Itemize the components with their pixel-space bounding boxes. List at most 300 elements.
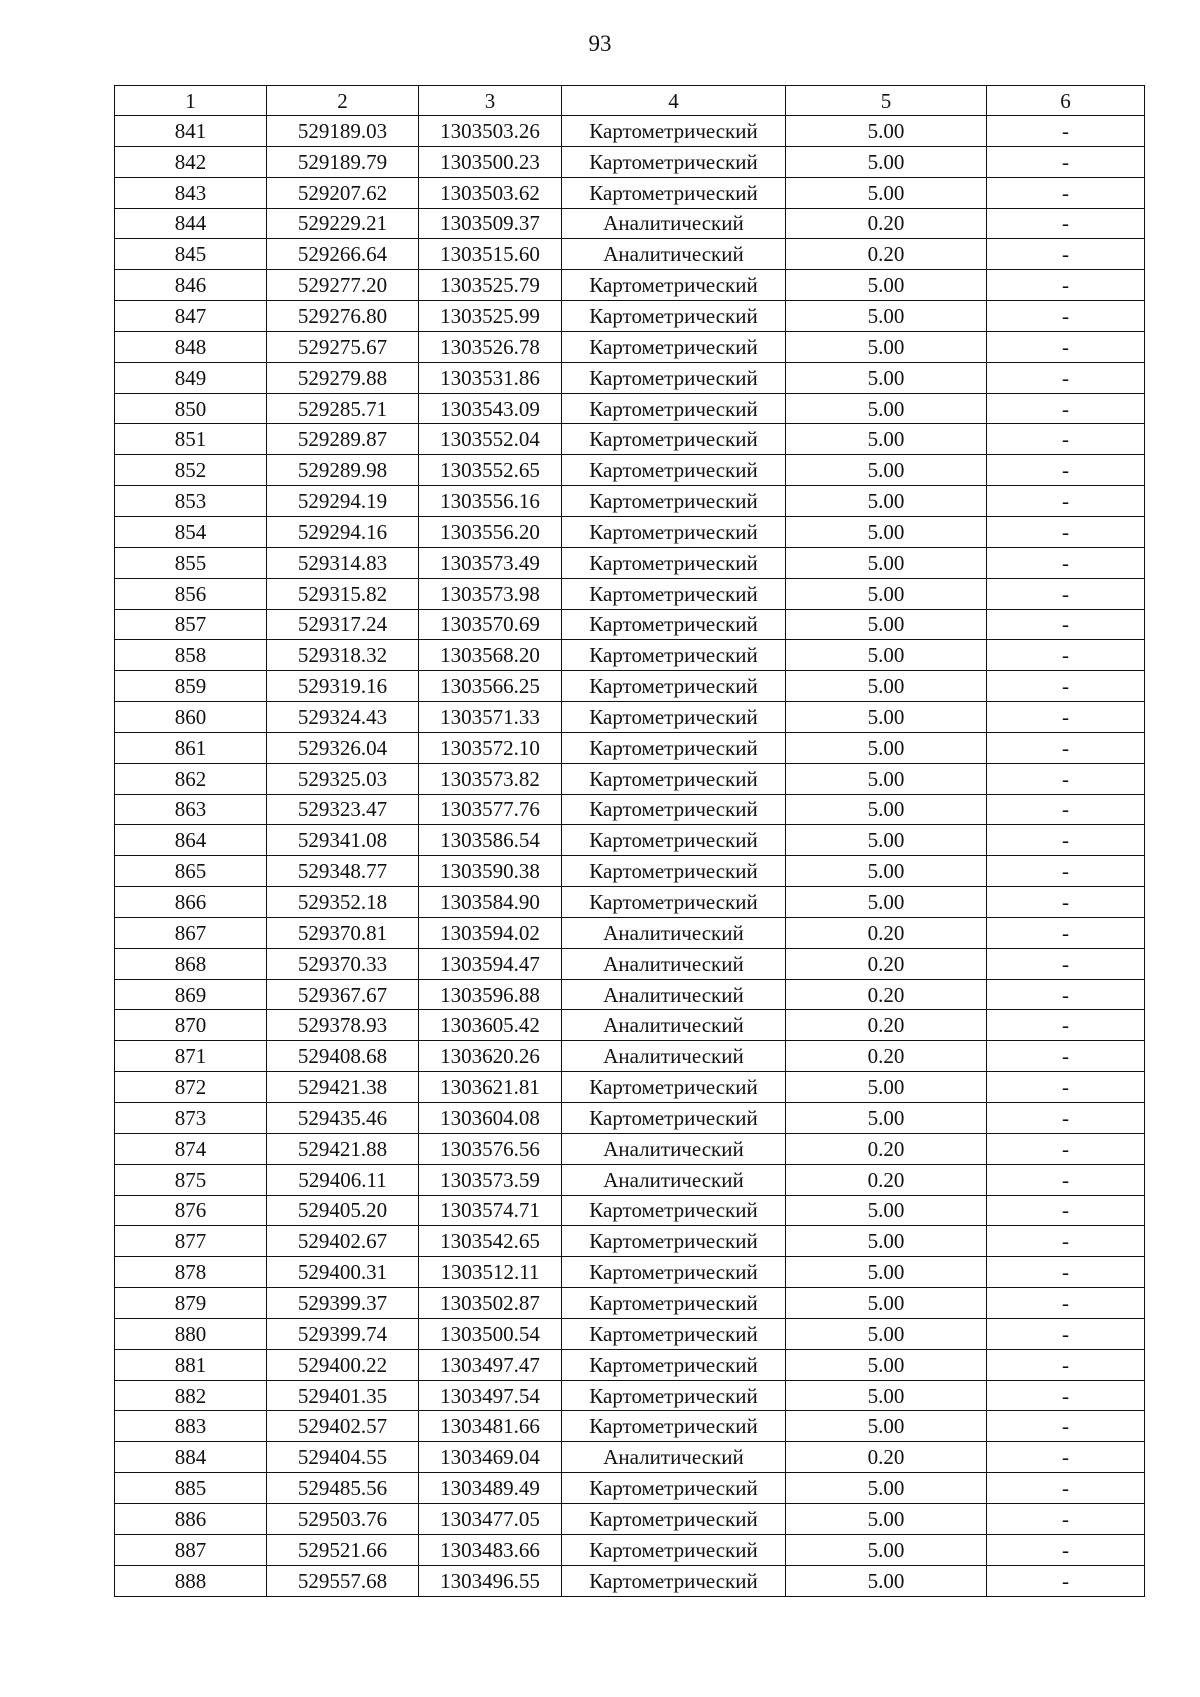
table-row [115, 887, 1145, 918]
method-cell: Картометрический [562, 1565, 786, 1596]
column-header: 2 [267, 86, 419, 116]
y-coordinate-cell: 1303497.54 [419, 1380, 562, 1411]
method-cell: Картометрический [562, 177, 786, 208]
method-cell: Картометрический [562, 640, 786, 671]
note-cell: - [987, 1195, 1145, 1226]
table-row [115, 1411, 1145, 1442]
y-coordinate-cell: 1303556.20 [419, 516, 562, 547]
point-number-cell: 884 [115, 1442, 267, 1473]
table-row [115, 239, 1145, 270]
note-cell: - [987, 979, 1145, 1010]
x-coordinate-cell: 529289.87 [267, 424, 419, 455]
table-row [115, 1226, 1145, 1257]
note-cell: - [987, 1411, 1145, 1442]
note-cell: - [987, 887, 1145, 918]
accuracy-cell: 5.00 [786, 763, 987, 794]
method-cell: Картометрический [562, 671, 786, 702]
method-cell: Картометрический [562, 270, 786, 301]
x-coordinate-cell: 529352.18 [267, 887, 419, 918]
table-row [115, 1164, 1145, 1195]
table-row [115, 1072, 1145, 1103]
note-cell: - [987, 948, 1145, 979]
method-cell: Картометрический [562, 146, 786, 177]
accuracy-cell: 5.00 [786, 547, 987, 578]
method-cell: Картометрический [562, 1411, 786, 1442]
x-coordinate-cell: 529319.16 [267, 671, 419, 702]
note-cell: - [987, 1473, 1145, 1504]
table-row [115, 1503, 1145, 1534]
table-row [115, 1195, 1145, 1226]
accuracy-cell: 0.20 [786, 208, 987, 239]
point-number-cell: 875 [115, 1164, 267, 1195]
method-cell: Картометрический [562, 609, 786, 640]
y-coordinate-cell: 1303526.78 [419, 331, 562, 362]
accuracy-cell: 5.00 [786, 887, 987, 918]
x-coordinate-cell: 529370.81 [267, 917, 419, 948]
x-coordinate-cell: 529401.35 [267, 1380, 419, 1411]
method-cell: Аналитический [562, 1010, 786, 1041]
accuracy-cell: 5.00 [786, 1503, 987, 1534]
table-row [115, 979, 1145, 1010]
note-cell: - [987, 1288, 1145, 1319]
y-coordinate-cell: 1303573.82 [419, 763, 562, 794]
x-coordinate-cell: 529207.62 [267, 177, 419, 208]
table-row [115, 116, 1145, 147]
x-coordinate-cell: 529324.43 [267, 702, 419, 733]
y-coordinate-cell: 1303568.20 [419, 640, 562, 671]
method-cell: Картометрический [562, 116, 786, 147]
table-row [115, 1133, 1145, 1164]
table-row [115, 1010, 1145, 1041]
y-coordinate-cell: 1303620.26 [419, 1041, 562, 1072]
note-cell: - [987, 702, 1145, 733]
y-coordinate-cell: 1303469.04 [419, 1442, 562, 1473]
y-coordinate-cell: 1303594.47 [419, 948, 562, 979]
x-coordinate-cell: 529400.31 [267, 1257, 419, 1288]
point-number-cell: 849 [115, 362, 267, 393]
y-coordinate-cell: 1303542.65 [419, 1226, 562, 1257]
y-coordinate-cell: 1303477.05 [419, 1503, 562, 1534]
point-number-cell: 879 [115, 1288, 267, 1319]
table-body [115, 86, 1145, 1597]
method-cell: Аналитический [562, 1164, 786, 1195]
y-coordinate-cell: 1303566.25 [419, 671, 562, 702]
method-cell: Картометрический [562, 331, 786, 362]
method-cell: Картометрический [562, 516, 786, 547]
table-row [115, 794, 1145, 825]
note-cell: - [987, 177, 1145, 208]
note-cell: - [987, 486, 1145, 517]
accuracy-cell: 5.00 [786, 1411, 987, 1442]
accuracy-cell: 5.00 [786, 424, 987, 455]
note-cell: - [987, 856, 1145, 887]
note-cell: - [987, 1257, 1145, 1288]
point-number-cell: 867 [115, 917, 267, 948]
method-cell: Картометрический [562, 1473, 786, 1504]
point-number-cell: 859 [115, 671, 267, 702]
note-cell: - [987, 1503, 1145, 1534]
point-number-cell: 850 [115, 393, 267, 424]
point-number-cell: 882 [115, 1380, 267, 1411]
x-coordinate-cell: 529402.67 [267, 1226, 419, 1257]
point-number-cell: 844 [115, 208, 267, 239]
method-cell: Картометрический [562, 1195, 786, 1226]
table-row [115, 455, 1145, 486]
method-cell: Картометрический [562, 1380, 786, 1411]
table-row [115, 763, 1145, 794]
note-cell: - [987, 609, 1145, 640]
method-cell: Картометрический [562, 393, 786, 424]
accuracy-cell: 5.00 [786, 1103, 987, 1134]
point-number-cell: 870 [115, 1010, 267, 1041]
method-cell: Картометрический [562, 1072, 786, 1103]
point-number-cell: 881 [115, 1349, 267, 1380]
point-number-cell: 876 [115, 1195, 267, 1226]
method-cell: Картометрический [562, 825, 786, 856]
x-coordinate-cell: 529378.93 [267, 1010, 419, 1041]
accuracy-cell: 5.00 [786, 270, 987, 301]
note-cell: - [987, 732, 1145, 763]
x-coordinate-cell: 529435.46 [267, 1103, 419, 1134]
column-header: 1 [115, 86, 267, 116]
note-cell: - [987, 1380, 1145, 1411]
point-number-cell: 862 [115, 763, 267, 794]
y-coordinate-cell: 1303586.54 [419, 825, 562, 856]
method-cell: Картометрический [562, 1288, 786, 1319]
method-cell: Картометрический [562, 763, 786, 794]
x-coordinate-cell: 529367.67 [267, 979, 419, 1010]
accuracy-cell: 5.00 [786, 1257, 987, 1288]
table-row [115, 146, 1145, 177]
accuracy-cell: 0.20 [786, 1442, 987, 1473]
x-coordinate-cell: 529289.98 [267, 455, 419, 486]
table-row [115, 1442, 1145, 1473]
point-number-cell: 858 [115, 640, 267, 671]
accuracy-cell: 5.00 [786, 1380, 987, 1411]
method-cell: Картометрический [562, 1226, 786, 1257]
table-row [115, 1380, 1145, 1411]
accuracy-cell: 5.00 [786, 1072, 987, 1103]
column-header: 3 [419, 86, 562, 116]
table-row [115, 547, 1145, 578]
y-coordinate-cell: 1303584.90 [419, 887, 562, 918]
point-number-cell: 885 [115, 1473, 267, 1504]
x-coordinate-cell: 529229.21 [267, 208, 419, 239]
table-row [115, 1318, 1145, 1349]
x-coordinate-cell: 529399.37 [267, 1288, 419, 1319]
y-coordinate-cell: 1303590.38 [419, 856, 562, 887]
method-cell: Картометрический [562, 887, 786, 918]
accuracy-cell: 5.00 [786, 732, 987, 763]
table-row [115, 270, 1145, 301]
accuracy-cell: 5.00 [786, 1473, 987, 1504]
method-cell: Картометрический [562, 455, 786, 486]
y-coordinate-cell: 1303500.54 [419, 1318, 562, 1349]
table-row [115, 1257, 1145, 1288]
method-cell: Аналитический [562, 1041, 786, 1072]
accuracy-cell: 5.00 [786, 794, 987, 825]
accuracy-cell: 5.00 [786, 1534, 987, 1565]
x-coordinate-cell: 529294.16 [267, 516, 419, 547]
point-number-cell: 883 [115, 1411, 267, 1442]
method-cell: Картометрический [562, 1534, 786, 1565]
point-number-cell: 887 [115, 1534, 267, 1565]
point-number-cell: 845 [115, 239, 267, 270]
accuracy-cell: 5.00 [786, 116, 987, 147]
y-coordinate-cell: 1303577.76 [419, 794, 562, 825]
page-number: 93 [588, 31, 612, 56]
table-row [115, 486, 1145, 517]
accuracy-cell: 0.20 [786, 1164, 987, 1195]
note-cell: - [987, 1010, 1145, 1041]
note-cell: - [987, 1103, 1145, 1134]
x-coordinate-cell: 529326.04 [267, 732, 419, 763]
x-coordinate-cell: 529370.33 [267, 948, 419, 979]
method-cell: Картометрический [562, 578, 786, 609]
note-cell: - [987, 270, 1145, 301]
accuracy-cell: 0.20 [786, 1133, 987, 1164]
accuracy-cell: 5.00 [786, 1565, 987, 1596]
table-row [115, 516, 1145, 547]
y-coordinate-cell: 1303573.98 [419, 578, 562, 609]
note-cell: - [987, 424, 1145, 455]
table-row [115, 1041, 1145, 1072]
y-coordinate-cell: 1303481.66 [419, 1411, 562, 1442]
accuracy-cell: 0.20 [786, 948, 987, 979]
x-coordinate-cell: 529400.22 [267, 1349, 419, 1380]
table-row [115, 301, 1145, 332]
table-row [115, 732, 1145, 763]
accuracy-cell: 0.20 [786, 1041, 987, 1072]
x-coordinate-cell: 529404.55 [267, 1442, 419, 1473]
y-coordinate-cell: 1303574.71 [419, 1195, 562, 1226]
accuracy-cell: 0.20 [786, 979, 987, 1010]
x-coordinate-cell: 529276.80 [267, 301, 419, 332]
table-row [115, 917, 1145, 948]
point-number-cell: 847 [115, 301, 267, 332]
table-header-row [115, 86, 1145, 116]
table-row [115, 1534, 1145, 1565]
point-number-cell: 854 [115, 516, 267, 547]
point-number-cell: 860 [115, 702, 267, 733]
point-number-cell: 846 [115, 270, 267, 301]
point-number-cell: 871 [115, 1041, 267, 1072]
note-cell: - [987, 455, 1145, 486]
method-cell: Картометрический [562, 1503, 786, 1534]
note-cell: - [987, 1133, 1145, 1164]
y-coordinate-cell: 1303594.02 [419, 917, 562, 948]
table-row [115, 825, 1145, 856]
x-coordinate-cell: 529285.71 [267, 393, 419, 424]
y-coordinate-cell: 1303570.69 [419, 609, 562, 640]
y-coordinate-cell: 1303496.55 [419, 1565, 562, 1596]
note-cell: - [987, 825, 1145, 856]
accuracy-cell: 5.00 [786, 146, 987, 177]
x-coordinate-cell: 529275.67 [267, 331, 419, 362]
x-coordinate-cell: 529421.88 [267, 1133, 419, 1164]
y-coordinate-cell: 1303531.86 [419, 362, 562, 393]
accuracy-cell: 5.00 [786, 825, 987, 856]
table-row [115, 1288, 1145, 1319]
table-row [115, 177, 1145, 208]
method-cell: Картометрический [562, 794, 786, 825]
y-coordinate-cell: 1303515.60 [419, 239, 562, 270]
x-coordinate-cell: 529421.38 [267, 1072, 419, 1103]
table-row [115, 948, 1145, 979]
accuracy-cell: 5.00 [786, 516, 987, 547]
note-cell: - [987, 239, 1145, 270]
x-coordinate-cell: 529325.03 [267, 763, 419, 794]
accuracy-cell: 5.00 [786, 1288, 987, 1319]
method-cell: Картометрический [562, 1349, 786, 1380]
x-coordinate-cell: 529405.20 [267, 1195, 419, 1226]
accuracy-cell: 5.00 [786, 1318, 987, 1349]
accuracy-cell: 5.00 [786, 1349, 987, 1380]
note-cell: - [987, 547, 1145, 578]
y-coordinate-cell: 1303604.08 [419, 1103, 562, 1134]
method-cell: Картометрический [562, 1103, 786, 1134]
table-row [115, 609, 1145, 640]
note-cell: - [987, 146, 1145, 177]
y-coordinate-cell: 1303556.16 [419, 486, 562, 517]
table-row [115, 1565, 1145, 1596]
x-coordinate-cell: 529402.57 [267, 1411, 419, 1442]
accuracy-cell: 5.00 [786, 486, 987, 517]
x-coordinate-cell: 529408.68 [267, 1041, 419, 1072]
point-number-cell: 857 [115, 609, 267, 640]
table-row [115, 640, 1145, 671]
y-coordinate-cell: 1303489.49 [419, 1473, 562, 1504]
point-number-cell: 843 [115, 177, 267, 208]
note-cell: - [987, 516, 1145, 547]
x-coordinate-cell: 529503.76 [267, 1503, 419, 1534]
y-coordinate-cell: 1303500.23 [419, 146, 562, 177]
table-row [115, 702, 1145, 733]
x-coordinate-cell: 529557.68 [267, 1565, 419, 1596]
accuracy-cell: 5.00 [786, 1226, 987, 1257]
x-coordinate-cell: 529318.32 [267, 640, 419, 671]
x-coordinate-cell: 529294.19 [267, 486, 419, 517]
y-coordinate-cell: 1303512.11 [419, 1257, 562, 1288]
note-cell: - [987, 763, 1145, 794]
note-cell: - [987, 393, 1145, 424]
point-number-cell: 869 [115, 979, 267, 1010]
accuracy-cell: 0.20 [786, 239, 987, 270]
y-coordinate-cell: 1303621.81 [419, 1072, 562, 1103]
point-number-cell: 848 [115, 331, 267, 362]
column-header: 4 [562, 86, 786, 116]
point-number-cell: 864 [115, 825, 267, 856]
x-coordinate-cell: 529189.03 [267, 116, 419, 147]
method-cell: Аналитический [562, 979, 786, 1010]
x-coordinate-cell: 529485.56 [267, 1473, 419, 1504]
table-row [115, 362, 1145, 393]
x-coordinate-cell: 529521.66 [267, 1534, 419, 1565]
y-coordinate-cell: 1303596.88 [419, 979, 562, 1010]
table-row [115, 208, 1145, 239]
method-cell: Аналитический [562, 1442, 786, 1473]
accuracy-cell: 0.20 [786, 917, 987, 948]
method-cell: Картометрический [562, 1318, 786, 1349]
column-header: 6 [987, 86, 1145, 116]
method-cell: Картометрический [562, 1257, 786, 1288]
accuracy-cell: 5.00 [786, 301, 987, 332]
note-cell: - [987, 1041, 1145, 1072]
table-row [115, 1349, 1145, 1380]
x-coordinate-cell: 529189.79 [267, 146, 419, 177]
accuracy-cell: 5.00 [786, 177, 987, 208]
method-cell: Картометрический [562, 424, 786, 455]
y-coordinate-cell: 1303525.79 [419, 270, 562, 301]
point-number-cell: 872 [115, 1072, 267, 1103]
note-cell: - [987, 1072, 1145, 1103]
note-cell: - [987, 794, 1145, 825]
note-cell: - [987, 331, 1145, 362]
table-row [115, 331, 1145, 362]
accuracy-cell: 5.00 [786, 640, 987, 671]
point-number-cell: 880 [115, 1318, 267, 1349]
y-coordinate-cell: 1303552.04 [419, 424, 562, 455]
point-number-cell: 855 [115, 547, 267, 578]
y-coordinate-cell: 1303543.09 [419, 393, 562, 424]
x-coordinate-cell: 529266.64 [267, 239, 419, 270]
x-coordinate-cell: 529277.20 [267, 270, 419, 301]
x-coordinate-cell: 529399.74 [267, 1318, 419, 1349]
accuracy-cell: 5.00 [786, 671, 987, 702]
point-number-cell: 851 [115, 424, 267, 455]
y-coordinate-cell: 1303497.47 [419, 1349, 562, 1380]
note-cell: - [987, 640, 1145, 671]
accuracy-cell: 5.00 [786, 393, 987, 424]
point-number-cell: 841 [115, 116, 267, 147]
note-cell: - [987, 362, 1145, 393]
point-number-cell: 874 [115, 1133, 267, 1164]
table-row [115, 1473, 1145, 1504]
note-cell: - [987, 1318, 1145, 1349]
method-cell: Картометрический [562, 301, 786, 332]
point-number-cell: 856 [115, 578, 267, 609]
note-cell: - [987, 1442, 1145, 1473]
x-coordinate-cell: 529348.77 [267, 856, 419, 887]
method-cell: Картометрический [562, 547, 786, 578]
accuracy-cell: 5.00 [786, 331, 987, 362]
y-coordinate-cell: 1303605.42 [419, 1010, 562, 1041]
note-cell: - [987, 1534, 1145, 1565]
method-cell: Картометрический [562, 856, 786, 887]
y-coordinate-cell: 1303483.66 [419, 1534, 562, 1565]
point-number-cell: 861 [115, 732, 267, 763]
y-coordinate-cell: 1303573.49 [419, 547, 562, 578]
point-number-cell: 877 [115, 1226, 267, 1257]
y-coordinate-cell: 1303573.59 [419, 1164, 562, 1195]
x-coordinate-cell: 529341.08 [267, 825, 419, 856]
note-cell: - [987, 1164, 1145, 1195]
note-cell: - [987, 208, 1145, 239]
note-cell: - [987, 1226, 1145, 1257]
point-number-cell: 865 [115, 856, 267, 887]
method-cell: Картометрический [562, 486, 786, 517]
table-row [115, 856, 1145, 887]
accuracy-cell: 5.00 [786, 578, 987, 609]
y-coordinate-cell: 1303503.62 [419, 177, 562, 208]
method-cell: Аналитический [562, 1133, 786, 1164]
table-row [115, 393, 1145, 424]
note-cell: - [987, 116, 1145, 147]
note-cell: - [987, 578, 1145, 609]
point-number-cell: 853 [115, 486, 267, 517]
x-coordinate-cell: 529314.83 [267, 547, 419, 578]
point-number-cell: 852 [115, 455, 267, 486]
